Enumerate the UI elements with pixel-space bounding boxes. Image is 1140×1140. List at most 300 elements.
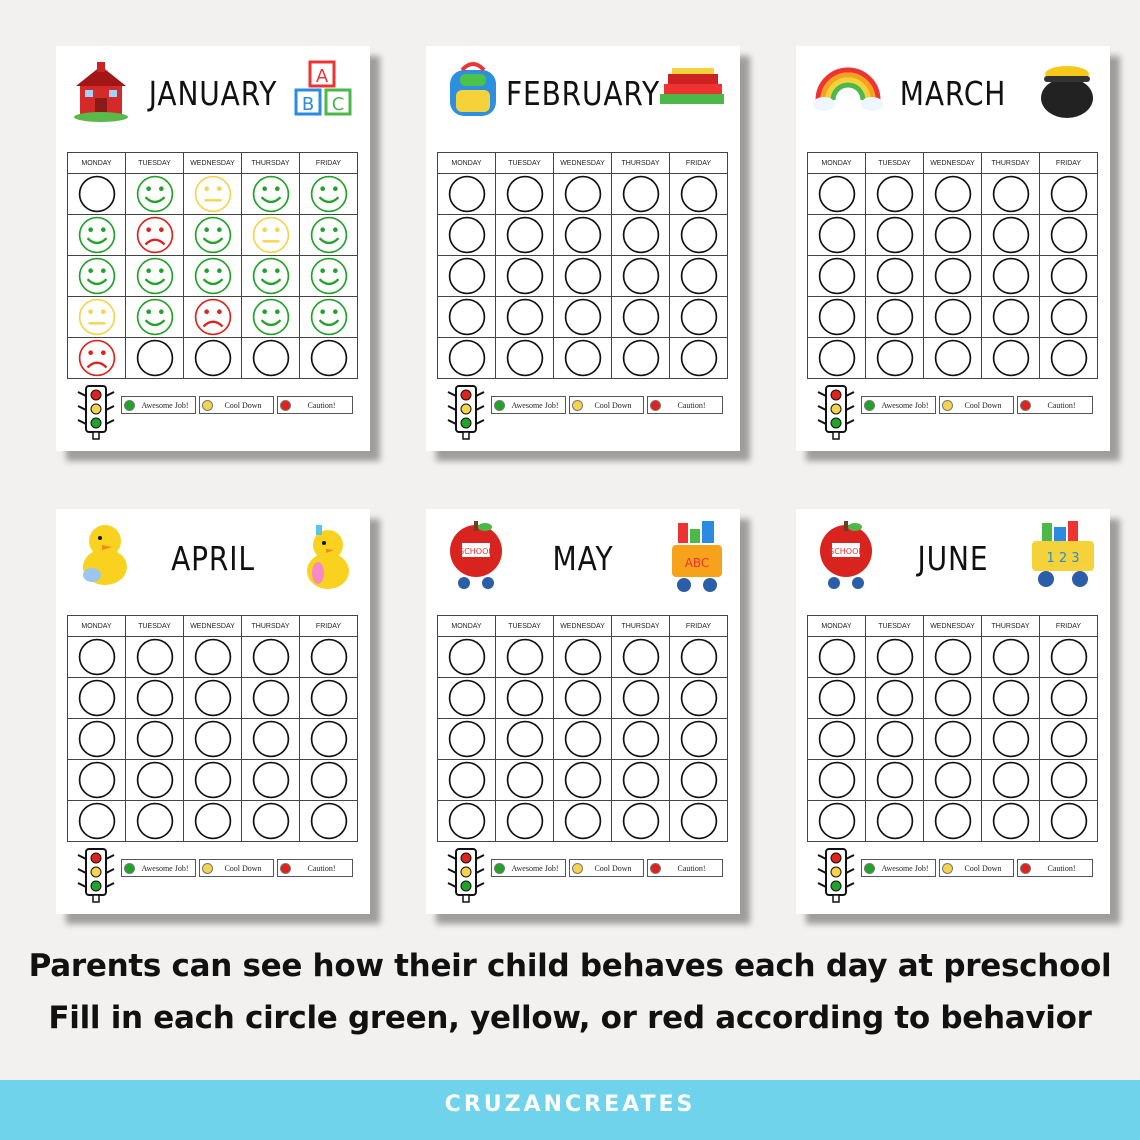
day-cell[interactable] bbox=[612, 215, 670, 256]
brand-name: CRUZANCREATES bbox=[444, 1092, 696, 1117]
day-cell[interactable] bbox=[982, 760, 1040, 801]
day-cell[interactable] bbox=[924, 637, 982, 678]
weekday-header bbox=[808, 616, 1098, 637]
behavior-circle bbox=[496, 638, 553, 676]
behavior-circle bbox=[670, 761, 727, 799]
day-cell[interactable] bbox=[300, 338, 358, 379]
day-cell[interactable] bbox=[184, 760, 242, 801]
day-cell[interactable] bbox=[670, 174, 728, 215]
day-cell[interactable] bbox=[866, 760, 924, 801]
calendar-sheet-march bbox=[796, 46, 1110, 451]
day-cell[interactable] bbox=[496, 678, 554, 719]
day-cell[interactable] bbox=[184, 297, 242, 338]
day-cell[interactable] bbox=[866, 174, 924, 215]
day-cell[interactable] bbox=[68, 297, 126, 338]
day-cell[interactable] bbox=[300, 215, 358, 256]
day-cell[interactable] bbox=[866, 297, 924, 338]
sad-face-icon bbox=[126, 216, 183, 254]
day-cell[interactable] bbox=[808, 215, 866, 256]
legend-label: Caution! bbox=[1047, 864, 1076, 873]
behavior-legend bbox=[814, 847, 1104, 903]
day-cell[interactable] bbox=[1040, 760, 1098, 801]
day-cell[interactable] bbox=[1040, 297, 1098, 338]
day-cell[interactable] bbox=[184, 215, 242, 256]
behavior-circle bbox=[554, 257, 611, 295]
day-cell[interactable] bbox=[496, 719, 554, 760]
behavior-circle bbox=[438, 679, 495, 717]
behavior-circle bbox=[1040, 298, 1097, 336]
behavior-circle bbox=[184, 802, 241, 840]
weekday-thursday: THURSDAY bbox=[242, 153, 300, 174]
day-cell[interactable] bbox=[438, 338, 496, 379]
behavior-circle bbox=[1040, 257, 1097, 295]
day-cell[interactable] bbox=[982, 678, 1040, 719]
day-cell[interactable] bbox=[1040, 801, 1098, 842]
day-cell[interactable] bbox=[242, 678, 300, 719]
happy-face-icon bbox=[126, 257, 183, 295]
day-cell[interactable] bbox=[68, 215, 126, 256]
week-row bbox=[68, 215, 358, 256]
day-cell[interactable] bbox=[982, 719, 1040, 760]
behavior-circle bbox=[866, 802, 923, 840]
day-cell[interactable] bbox=[612, 174, 670, 215]
day-cell[interactable] bbox=[866, 338, 924, 379]
day-cell[interactable] bbox=[924, 338, 982, 379]
behavior-circle bbox=[554, 298, 611, 336]
day-cell[interactable] bbox=[554, 215, 612, 256]
week-row bbox=[808, 174, 1098, 215]
day-cell[interactable] bbox=[68, 719, 126, 760]
day-cell[interactable] bbox=[866, 637, 924, 678]
behavior-circle bbox=[866, 216, 923, 254]
weekday-friday: FRIDAY bbox=[1040, 153, 1098, 174]
traffic-light-icon bbox=[74, 384, 118, 444]
legend-cool bbox=[569, 396, 644, 414]
day-cell[interactable] bbox=[554, 338, 612, 379]
day-cell[interactable] bbox=[438, 678, 496, 719]
day-cell[interactable] bbox=[126, 637, 184, 678]
behavior-circle bbox=[1040, 802, 1097, 840]
behavior-circle bbox=[300, 679, 357, 717]
legend-label: Cool Down bbox=[224, 864, 262, 873]
behavior-circle bbox=[126, 761, 183, 799]
behavior-circle bbox=[126, 638, 183, 676]
day-cell[interactable] bbox=[808, 678, 866, 719]
behavior-circle bbox=[438, 761, 495, 799]
day-cell[interactable] bbox=[924, 174, 982, 215]
day-cell[interactable] bbox=[126, 215, 184, 256]
behavior-circle bbox=[496, 679, 553, 717]
day-cell[interactable] bbox=[612, 256, 670, 297]
week-row bbox=[438, 678, 728, 719]
day-cell[interactable] bbox=[1040, 338, 1098, 379]
behavior-circle bbox=[68, 679, 125, 717]
day-cell[interactable] bbox=[554, 174, 612, 215]
day-cell[interactable] bbox=[68, 256, 126, 297]
behavior-circle bbox=[866, 720, 923, 758]
day-cell[interactable] bbox=[438, 256, 496, 297]
green-dot-icon bbox=[494, 400, 505, 411]
behavior-circle bbox=[924, 802, 981, 840]
day-cell[interactable] bbox=[554, 801, 612, 842]
week-row bbox=[438, 297, 728, 338]
caption-line-1: Parents can see how their child behaves each day at preschool bbox=[28, 948, 1112, 984]
legend-awesome bbox=[491, 396, 566, 414]
day-cell[interactable] bbox=[242, 637, 300, 678]
behavior-circle bbox=[1040, 216, 1097, 254]
day-cell[interactable] bbox=[1040, 215, 1098, 256]
behavior-circle bbox=[924, 720, 981, 758]
day-cell[interactable] bbox=[924, 297, 982, 338]
day-cell[interactable] bbox=[670, 338, 728, 379]
day-cell[interactable] bbox=[438, 297, 496, 338]
day-cell[interactable] bbox=[496, 760, 554, 801]
day-cell[interactable] bbox=[866, 678, 924, 719]
legend-label: Cool Down bbox=[964, 864, 1002, 873]
weekday-monday: MONDAY bbox=[438, 616, 496, 637]
day-cell[interactable] bbox=[242, 760, 300, 801]
day-cell[interactable] bbox=[554, 297, 612, 338]
svg-text:ABC: ABC bbox=[684, 556, 710, 570]
week-row bbox=[438, 174, 728, 215]
day-cell[interactable] bbox=[924, 256, 982, 297]
day-cell[interactable] bbox=[126, 801, 184, 842]
day-cell[interactable] bbox=[670, 801, 728, 842]
behavior-circle bbox=[300, 802, 357, 840]
behavior-circle bbox=[1040, 175, 1097, 213]
day-cell[interactable] bbox=[670, 678, 728, 719]
yellow-dot-icon bbox=[202, 863, 213, 874]
week-row bbox=[68, 297, 358, 338]
happy-face-icon bbox=[300, 175, 357, 213]
green-dot-icon bbox=[864, 400, 875, 411]
day-cell[interactable] bbox=[554, 760, 612, 801]
red-dot-icon bbox=[650, 863, 661, 874]
weekday-wednesday: WEDNESDAY bbox=[924, 153, 982, 174]
day-cell[interactable] bbox=[1040, 678, 1098, 719]
day-cell[interactable] bbox=[438, 637, 496, 678]
day-cell[interactable] bbox=[496, 801, 554, 842]
legend-label: Caution! bbox=[307, 401, 336, 410]
behavior-circle bbox=[496, 761, 553, 799]
day-cell[interactable] bbox=[126, 678, 184, 719]
day-cell[interactable] bbox=[438, 174, 496, 215]
behavior-circle bbox=[300, 339, 357, 377]
day-cell[interactable] bbox=[184, 338, 242, 379]
day-cell[interactable] bbox=[438, 801, 496, 842]
day-cell[interactable] bbox=[670, 297, 728, 338]
day-cell[interactable] bbox=[1040, 256, 1098, 297]
month-title: APRIL bbox=[171, 539, 255, 578]
day-cell[interactable] bbox=[242, 338, 300, 379]
behavior-legend bbox=[444, 847, 734, 903]
day-cell[interactable] bbox=[924, 801, 982, 842]
day-cell[interactable] bbox=[612, 297, 670, 338]
behavior-grid bbox=[67, 152, 358, 379]
behavior-circle bbox=[300, 761, 357, 799]
week-row bbox=[438, 719, 728, 760]
behavior-circle bbox=[68, 802, 125, 840]
svg-text:B: B bbox=[301, 94, 315, 115]
weekday-monday: MONDAY bbox=[438, 153, 496, 174]
day-cell[interactable] bbox=[496, 174, 554, 215]
day-cell[interactable] bbox=[612, 338, 670, 379]
day-cell[interactable] bbox=[68, 801, 126, 842]
month-title: JUNE bbox=[917, 539, 989, 578]
day-cell[interactable] bbox=[68, 174, 126, 215]
day-cell[interactable] bbox=[924, 215, 982, 256]
day-cell[interactable] bbox=[808, 174, 866, 215]
behavior-circle bbox=[438, 257, 495, 295]
day-cell[interactable] bbox=[300, 678, 358, 719]
day-cell[interactable] bbox=[300, 637, 358, 678]
legend-awesome bbox=[491, 859, 566, 877]
behavior-circle bbox=[242, 679, 299, 717]
behavior-circle bbox=[242, 720, 299, 758]
day-cell[interactable] bbox=[300, 256, 358, 297]
day-cell[interactable] bbox=[808, 801, 866, 842]
week-row bbox=[438, 338, 728, 379]
day-cell[interactable] bbox=[300, 760, 358, 801]
day-cell[interactable] bbox=[982, 297, 1040, 338]
day-cell[interactable] bbox=[808, 256, 866, 297]
day-cell[interactable] bbox=[808, 637, 866, 678]
day-cell[interactable] bbox=[242, 215, 300, 256]
day-cell[interactable] bbox=[300, 297, 358, 338]
behavior-circle bbox=[924, 257, 981, 295]
behavior-circle bbox=[924, 298, 981, 336]
day-cell[interactable] bbox=[554, 637, 612, 678]
behavior-circle bbox=[184, 761, 241, 799]
legend-label: Cool Down bbox=[594, 864, 632, 873]
behavior-circle bbox=[808, 175, 865, 213]
weekday-thursday: THURSDAY bbox=[612, 616, 670, 637]
behavior-circle bbox=[300, 720, 357, 758]
day-cell[interactable] bbox=[982, 801, 1040, 842]
behavior-circle bbox=[554, 339, 611, 377]
behavior-circle bbox=[1040, 339, 1097, 377]
neutral-face-icon bbox=[68, 298, 125, 336]
day-cell[interactable] bbox=[496, 297, 554, 338]
green-dot-icon bbox=[124, 863, 135, 874]
day-cell[interactable] bbox=[982, 256, 1040, 297]
day-cell[interactable] bbox=[438, 719, 496, 760]
day-cell[interactable] bbox=[866, 719, 924, 760]
day-cell[interactable] bbox=[612, 760, 670, 801]
day-cell[interactable] bbox=[496, 637, 554, 678]
day-cell[interactable] bbox=[438, 215, 496, 256]
day-cell[interactable] bbox=[612, 801, 670, 842]
behavior-circle bbox=[612, 679, 669, 717]
weekday-tuesday: TUESDAY bbox=[866, 616, 924, 637]
weekday-tuesday: TUESDAY bbox=[496, 616, 554, 637]
behavior-circle bbox=[670, 679, 727, 717]
day-cell[interactable] bbox=[300, 719, 358, 760]
sad-face-icon bbox=[68, 339, 125, 377]
behavior-circle bbox=[612, 802, 669, 840]
day-cell[interactable] bbox=[808, 338, 866, 379]
week-row bbox=[808, 215, 1098, 256]
happy-face-icon bbox=[300, 216, 357, 254]
day-cell[interactable] bbox=[126, 719, 184, 760]
day-cell[interactable] bbox=[242, 256, 300, 297]
week-row bbox=[68, 719, 358, 760]
behavior-circle bbox=[924, 339, 981, 377]
weekday-friday: FRIDAY bbox=[670, 153, 728, 174]
day-cell[interactable] bbox=[68, 678, 126, 719]
behavior-circle bbox=[808, 761, 865, 799]
behavior-circle bbox=[808, 257, 865, 295]
day-cell[interactable] bbox=[184, 637, 242, 678]
behavior-circle bbox=[554, 802, 611, 840]
day-cell[interactable] bbox=[438, 760, 496, 801]
behavior-circle bbox=[68, 761, 125, 799]
day-cell[interactable] bbox=[126, 256, 184, 297]
behavior-circle bbox=[982, 802, 1039, 840]
day-cell[interactable] bbox=[68, 637, 126, 678]
behavior-circle bbox=[982, 216, 1039, 254]
day-cell[interactable] bbox=[126, 338, 184, 379]
behavior-circle bbox=[1040, 638, 1097, 676]
day-cell[interactable] bbox=[808, 297, 866, 338]
happy-face-icon bbox=[184, 216, 241, 254]
day-cell[interactable] bbox=[924, 760, 982, 801]
calendar-sheet-january bbox=[56, 46, 370, 451]
calendar-sheet-february bbox=[426, 46, 740, 451]
week-row bbox=[68, 637, 358, 678]
behavior-circle bbox=[612, 720, 669, 758]
day-cell[interactable] bbox=[242, 297, 300, 338]
day-cell[interactable] bbox=[68, 338, 126, 379]
behavior-circle bbox=[612, 257, 669, 295]
week-row bbox=[68, 338, 358, 379]
behavior-circle bbox=[808, 679, 865, 717]
weekday-tuesday: TUESDAY bbox=[866, 153, 924, 174]
day-cell[interactable] bbox=[670, 637, 728, 678]
green-dot-icon bbox=[864, 863, 875, 874]
day-cell[interactable] bbox=[496, 338, 554, 379]
day-cell[interactable] bbox=[670, 215, 728, 256]
weekday-tuesday: TUESDAY bbox=[496, 153, 554, 174]
behavior-circle bbox=[612, 339, 669, 377]
svg-text:SCHOOL: SCHOOL bbox=[459, 547, 493, 556]
day-cell[interactable] bbox=[184, 801, 242, 842]
happy-face-icon bbox=[184, 257, 241, 295]
behavior-circle bbox=[612, 175, 669, 213]
day-cell[interactable] bbox=[300, 801, 358, 842]
day-cell[interactable] bbox=[68, 760, 126, 801]
day-cell[interactable] bbox=[982, 215, 1040, 256]
day-cell[interactable] bbox=[496, 256, 554, 297]
happy-face-icon bbox=[126, 298, 183, 336]
day-cell[interactable] bbox=[1040, 174, 1098, 215]
day-cell[interactable] bbox=[496, 215, 554, 256]
weekday-wednesday: WEDNESDAY bbox=[554, 616, 612, 637]
day-cell[interactable] bbox=[554, 256, 612, 297]
weekday-friday: FRIDAY bbox=[1040, 616, 1098, 637]
day-cell[interactable] bbox=[554, 678, 612, 719]
day-cell[interactable] bbox=[612, 719, 670, 760]
happy-face-icon bbox=[68, 257, 125, 295]
week-row bbox=[808, 256, 1098, 297]
behavior-circle bbox=[670, 720, 727, 758]
day-cell[interactable] bbox=[242, 719, 300, 760]
day-cell[interactable] bbox=[184, 719, 242, 760]
week-row bbox=[68, 801, 358, 842]
day-cell[interactable] bbox=[300, 174, 358, 215]
week-row bbox=[808, 637, 1098, 678]
legend-cool bbox=[939, 859, 1014, 877]
behavior-circle bbox=[982, 339, 1039, 377]
day-cell[interactable] bbox=[924, 678, 982, 719]
day-cell[interactable] bbox=[866, 215, 924, 256]
behavior-circle bbox=[866, 638, 923, 676]
behavior-circle bbox=[496, 339, 553, 377]
day-cell[interactable] bbox=[924, 719, 982, 760]
day-cell[interactable] bbox=[982, 174, 1040, 215]
behavior-circle bbox=[126, 802, 183, 840]
legend-label: Cool Down bbox=[594, 401, 632, 410]
week-row bbox=[68, 678, 358, 719]
day-cell[interactable] bbox=[670, 256, 728, 297]
behavior-circle bbox=[982, 298, 1039, 336]
day-cell[interactable] bbox=[184, 678, 242, 719]
weekday-friday: FRIDAY bbox=[300, 616, 358, 637]
day-cell[interactable] bbox=[126, 760, 184, 801]
day-cell[interactable] bbox=[670, 760, 728, 801]
behavior-grid bbox=[437, 615, 728, 842]
behavior-circle bbox=[438, 802, 495, 840]
behavior-circle bbox=[184, 679, 241, 717]
behavior-grid bbox=[807, 152, 1098, 379]
day-cell[interactable] bbox=[982, 338, 1040, 379]
behavior-circle bbox=[670, 339, 727, 377]
legend-awesome bbox=[121, 859, 196, 877]
red-dot-icon bbox=[1020, 400, 1031, 411]
day-cell[interactable] bbox=[808, 719, 866, 760]
behavior-circle bbox=[438, 298, 495, 336]
neutral-face-icon bbox=[184, 175, 241, 213]
behavior-circle bbox=[612, 298, 669, 336]
day-cell[interactable] bbox=[1040, 719, 1098, 760]
day-cell[interactable] bbox=[670, 719, 728, 760]
month-title: JANUARY bbox=[148, 74, 278, 113]
day-cell[interactable] bbox=[982, 637, 1040, 678]
behavior-legend bbox=[814, 384, 1104, 440]
day-cell[interactable] bbox=[184, 256, 242, 297]
day-cell[interactable] bbox=[612, 637, 670, 678]
behavior-circle bbox=[242, 638, 299, 676]
calendar-sheet-may bbox=[426, 509, 740, 914]
day-cell[interactable] bbox=[184, 174, 242, 215]
behavior-circle bbox=[242, 761, 299, 799]
day-cell[interactable] bbox=[1040, 637, 1098, 678]
day-cell[interactable] bbox=[554, 719, 612, 760]
day-cell[interactable] bbox=[612, 678, 670, 719]
day-cell[interactable] bbox=[242, 801, 300, 842]
weekday-thursday: THURSDAY bbox=[242, 616, 300, 637]
day-cell[interactable] bbox=[242, 174, 300, 215]
day-cell[interactable] bbox=[808, 760, 866, 801]
legend-cool bbox=[199, 396, 274, 414]
happy-face-icon bbox=[242, 298, 299, 336]
day-cell[interactable] bbox=[126, 174, 184, 215]
behavior-circle bbox=[496, 802, 553, 840]
day-cell[interactable] bbox=[866, 801, 924, 842]
day-cell[interactable] bbox=[866, 256, 924, 297]
day-cell[interactable] bbox=[126, 297, 184, 338]
legend-caution bbox=[277, 396, 353, 414]
